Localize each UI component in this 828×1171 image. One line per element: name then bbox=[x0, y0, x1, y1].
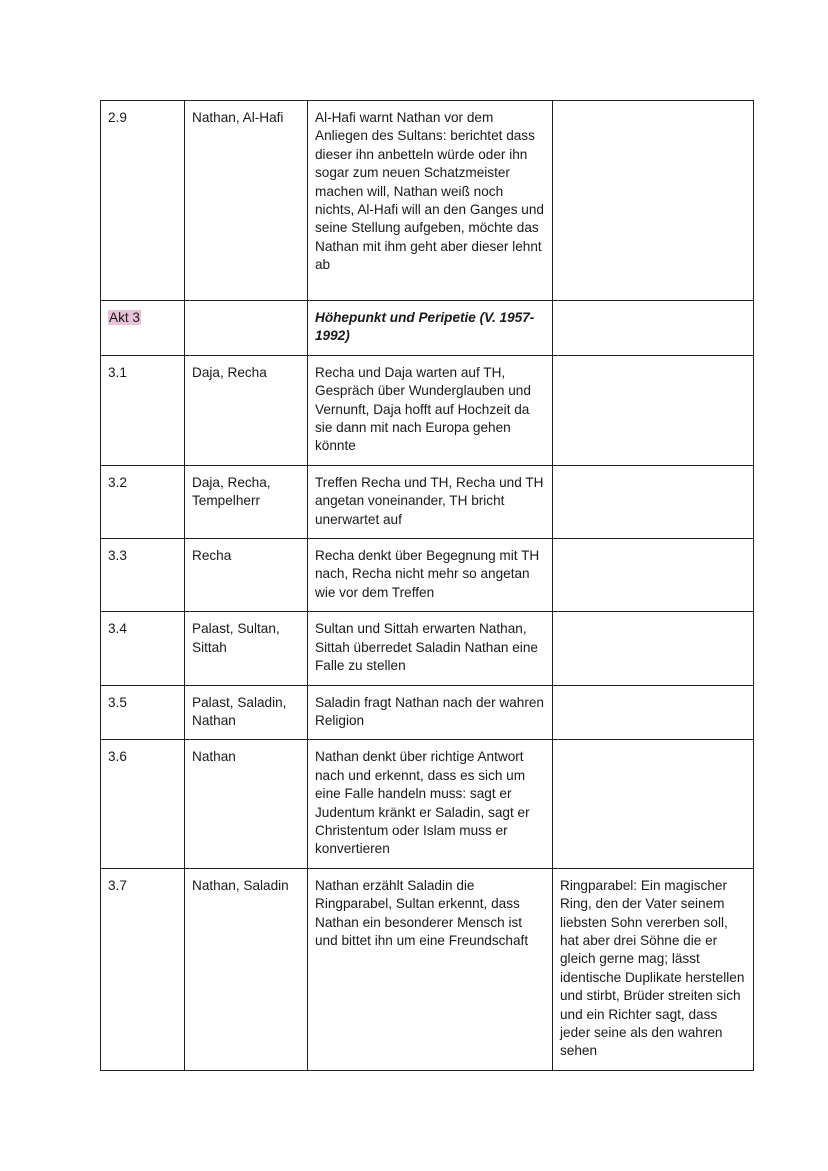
characters-cell: Nathan bbox=[185, 740, 308, 868]
act-title-cell: Höhepunkt und Peripetie (V. 1957-1992) bbox=[308, 301, 553, 356]
characters-cell: Recha bbox=[185, 539, 308, 612]
scene-table bbox=[100, 100, 754, 1071]
characters-cell: Palast, Sultan, Sittah bbox=[185, 612, 308, 685]
characters-cell: Nathan, Al-Hafi bbox=[185, 101, 308, 301]
table-row bbox=[101, 685, 754, 740]
act-heading-row bbox=[101, 301, 754, 356]
content-cell: Al-Hafi warnt Nathan vor dem Anliegen des Sultans: berichtet dass dieser ihn anbetteln würde oder ihn sogar zum neuen Schatzmeister machen will, Nathan weiß noch nichts, Al-Hafi will an den Ganges und seine Stellung aufgeben, möchte das Nathan mit ihm geht aber dieser lehnt ab bbox=[308, 101, 553, 301]
content-cell: Nathan denkt über richtige Antwort nach und erkennt, dass es sich um eine Falle handeln muss: sagt er Judentum kränkt er Saladin, sagt er Christentum oder Islam muss er konvertieren bbox=[308, 740, 553, 868]
scene-number-cell: 3.3 bbox=[101, 539, 185, 612]
content-cell: Nathan erzählt Saladin die Ringparabel, Sultan erkennt, dass Nathan ein besonderer Mensch ist und bittet ihn um eine Freundschaft bbox=[308, 868, 553, 1070]
table-row bbox=[101, 101, 754, 301]
table-row bbox=[101, 612, 754, 685]
notes-cell bbox=[553, 539, 754, 612]
notes-cell bbox=[553, 685, 754, 740]
notes-cell bbox=[553, 301, 754, 356]
scene-number-cell: 2.9 bbox=[101, 101, 185, 301]
characters-cell: Daja, Recha, Tempelherr bbox=[185, 465, 308, 538]
table-row bbox=[101, 355, 754, 465]
table-row bbox=[101, 465, 754, 538]
content-cell: Treffen Recha und TH, Recha und TH angetan voneinander, TH bricht unerwartet auf bbox=[308, 465, 553, 538]
act-label: Akt 3 bbox=[109, 310, 140, 325]
scene-number-cell: 3.6 bbox=[101, 740, 185, 868]
characters-cell: Palast, Saladin, Nathan bbox=[185, 685, 308, 740]
scene-number-cell: 3.1 bbox=[101, 355, 185, 465]
act-number-cell bbox=[101, 301, 185, 356]
content-cell: Recha denkt über Begegnung mit TH nach, Recha nicht mehr so angetan wie vor dem Treffen bbox=[308, 539, 553, 612]
scene-number-cell: 3.7 bbox=[101, 868, 185, 1070]
table-row bbox=[101, 868, 754, 1070]
notes-cell: Ringparabel: Ein magischer Ring, den der Vater seinem liebsten Sohn vererben soll, hat aber drei Söhne die er gleich gerne mag; lässt identische Duplikate herstellen und stirbt, Brüder streiten sich und ein Richter sagt, dass jeder seine als den wahren sehen bbox=[553, 868, 754, 1070]
characters-cell: Daja, Recha bbox=[185, 355, 308, 465]
characters-cell bbox=[185, 301, 308, 356]
notes-cell bbox=[553, 740, 754, 868]
characters-cell: Nathan, Saladin bbox=[185, 868, 308, 1070]
content-cell: Recha und Daja warten auf TH, Gespräch über Wunderglauben und Vernunft, Daja hofft auf Hochzeit da sie dann mit nach Europa gehen könnte bbox=[308, 355, 553, 465]
notes-cell bbox=[553, 612, 754, 685]
notes-cell bbox=[553, 355, 754, 465]
notes-cell bbox=[553, 101, 754, 301]
content-cell: Saladin fragt Nathan nach der wahren Religion bbox=[308, 685, 553, 740]
scene-number-cell: 3.5 bbox=[101, 685, 185, 740]
table-row bbox=[101, 539, 754, 612]
scene-number-cell: 3.2 bbox=[101, 465, 185, 538]
scene-number-cell: 3.4 bbox=[101, 612, 185, 685]
notes-cell bbox=[553, 465, 754, 538]
content-cell: Sultan und Sittah erwarten Nathan, Sittah überredet Saladin Nathan eine Falle zu stellen bbox=[308, 612, 553, 685]
table-row bbox=[101, 740, 754, 868]
